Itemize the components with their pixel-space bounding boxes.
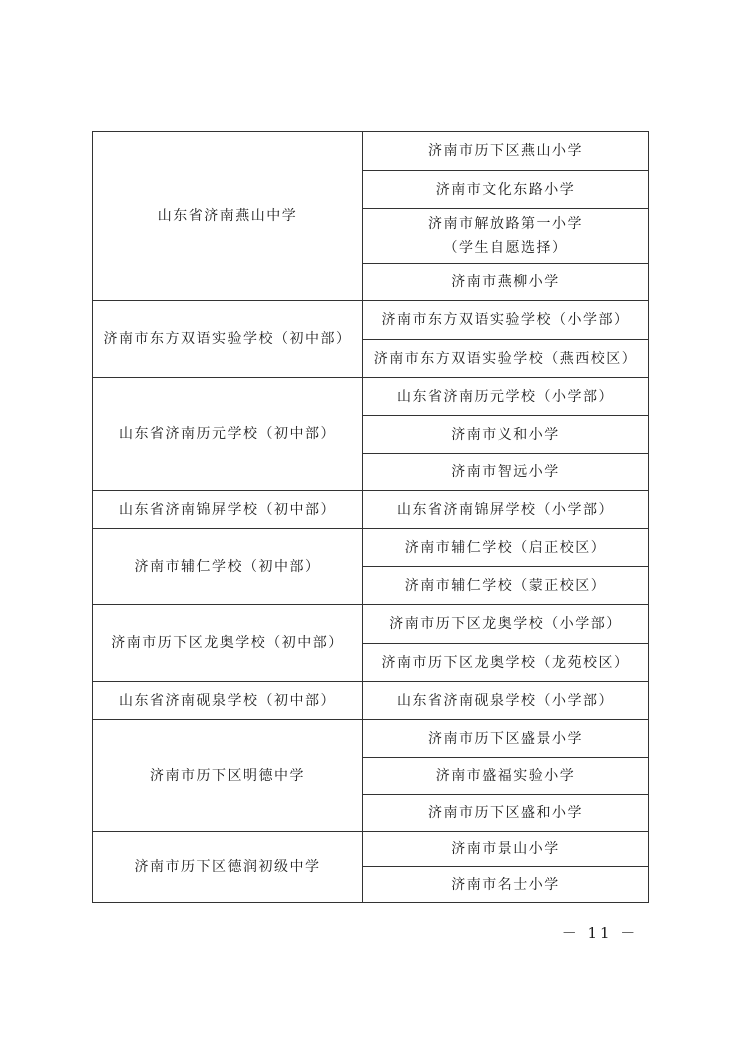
primary-school-cell: 济南市历下区盛景小学 xyxy=(363,720,649,758)
primary-school-cell: 济南市辅仁学校（启正校区） xyxy=(363,529,649,567)
middle-school-cell: 济南市历下区德润初级中学 xyxy=(93,832,363,903)
primary-school-cell: 济南市燕柳小学 xyxy=(363,264,649,301)
middle-school-cell: 山东省济南锦屏学校（初中部） xyxy=(93,491,363,529)
primary-school-cell: 济南市文化东路小学 xyxy=(363,171,649,209)
selection-note: （学生自愿选择） xyxy=(443,240,568,256)
primary-school-cell: 济南市东方双语实验学校（小学部） xyxy=(363,301,649,340)
primary-school-cell: 山东省济南锦屏学校（小学部） xyxy=(363,491,649,529)
middle-school-cell: 山东省济南燕山中学 xyxy=(93,132,363,301)
primary-school-cell: 济南市历下区盛和小学 xyxy=(363,795,649,832)
table-row xyxy=(93,605,649,644)
primary-school-cell: 济南市景山小学 xyxy=(363,832,649,867)
primary-school-cell: 济南市历下区龙奥学校（小学部） xyxy=(363,605,649,644)
primary-school-cell: 济南市名士小学 xyxy=(363,867,649,903)
table-row xyxy=(93,682,649,720)
page-number: － 11 － xyxy=(561,924,639,942)
primary-school-cell xyxy=(363,209,649,264)
table-row xyxy=(93,832,649,867)
table-row xyxy=(93,132,649,171)
primary-school-cell: 山东省济南砚泉学校（小学部） xyxy=(363,682,649,720)
table-row xyxy=(93,378,649,416)
middle-school-cell: 山东省济南历元学校（初中部） xyxy=(93,378,363,491)
middle-school-cell: 济南市辅仁学校（初中部） xyxy=(93,529,363,605)
table-row xyxy=(93,491,649,529)
middle-school-cell: 济南市历下区明德中学 xyxy=(93,720,363,832)
primary-school-cell: 济南市智远小学 xyxy=(363,454,649,491)
middle-school-cell: 济南市东方双语实验学校（初中部） xyxy=(93,301,363,378)
middle-school-cell: 山东省济南砚泉学校（初中部） xyxy=(93,682,363,720)
table-row xyxy=(93,301,649,340)
primary-school-cell: 济南市辅仁学校（蒙正校区） xyxy=(363,567,649,605)
primary-school-cell: 济南市东方双语实验学校（燕西校区） xyxy=(363,340,649,378)
primary-school-cell: 济南市历下区龙奥学校（龙苑校区） xyxy=(363,644,649,682)
primary-school-cell: 山东省济南历元学校（小学部） xyxy=(363,378,649,416)
table-row xyxy=(93,720,649,758)
table-row xyxy=(93,529,649,567)
primary-school-name: 济南市解放路第一小学 xyxy=(428,216,583,232)
primary-school-cell: 济南市历下区燕山小学 xyxy=(363,132,649,171)
school-assignment-table xyxy=(92,131,649,903)
primary-school-cell: 济南市盛福实验小学 xyxy=(363,758,649,795)
middle-school-cell: 济南市历下区龙奥学校（初中部） xyxy=(93,605,363,682)
primary-school-cell: 济南市义和小学 xyxy=(363,416,649,454)
